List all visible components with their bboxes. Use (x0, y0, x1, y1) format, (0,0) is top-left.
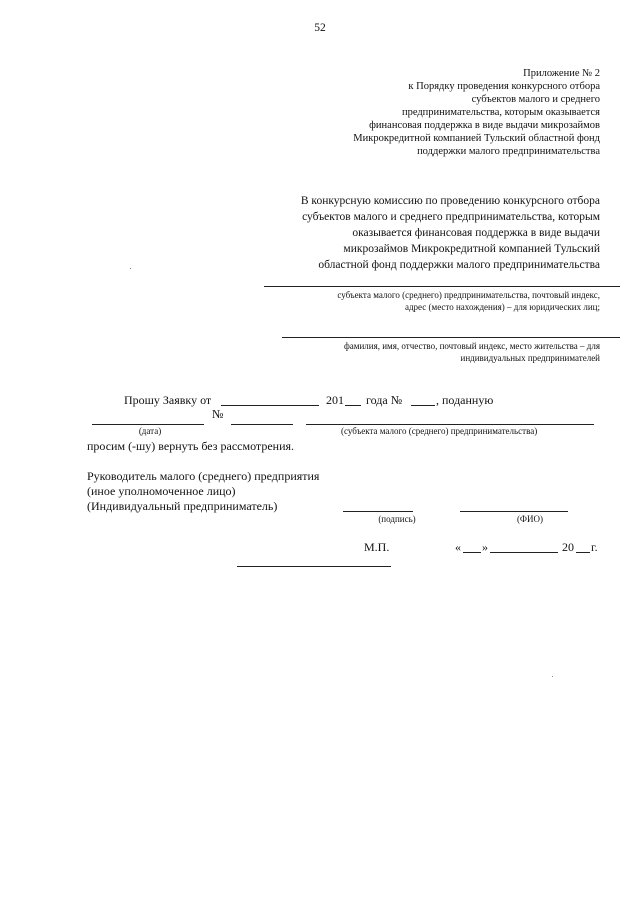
signatory-line: (иное уполномоченное лицо) (87, 484, 236, 498)
legal-entity-blank-line[interactable] (264, 286, 620, 287)
appendix-line: финансовая поддержка в виде выдачи микрозаймов (369, 120, 600, 131)
request-text-end: , поданную (436, 393, 494, 407)
fio-caption: (ФИО) (516, 514, 544, 524)
lower-blank-line[interactable] (237, 566, 391, 567)
appendix-line: предпринимательства, которым оказывается (401, 107, 600, 118)
number-blank-line[interactable] (231, 424, 293, 425)
individual-blank-line[interactable] (282, 337, 620, 338)
stamp-month-blank[interactable] (490, 552, 558, 553)
addressee-line: областной фонд поддержки малого предпринимательства (318, 259, 600, 271)
date-caption: (дата) (138, 426, 162, 436)
individual-hint: индивидуальных предпринимателей (460, 353, 600, 363)
stamp-mp: М.П. (364, 540, 390, 554)
appendix-line: поддержки малого предпринимательства (417, 146, 600, 157)
stamp-year-blank[interactable] (576, 552, 590, 553)
subject-blank-line[interactable] (306, 424, 594, 425)
request-year-blank[interactable] (345, 405, 361, 406)
request-date-blank[interactable] (221, 405, 319, 406)
stamp-date-close: » (482, 540, 488, 554)
legal-entity-hint: субъекта малого (среднего) предпринимательства, почтовый индекс, (337, 290, 600, 300)
signatory-line: Руководитель малого (среднего) предприятия (87, 469, 320, 483)
scan-speck (552, 676, 553, 677)
request-text-start: Прошу Заявку от (124, 393, 212, 407)
signature-caption: (подпись) (378, 514, 416, 524)
addressee-line: микрозаймов Микрокредитной компанией Тульский (343, 243, 600, 255)
page-number: 52 (314, 22, 326, 34)
request-year-prefix: 201 (326, 393, 344, 407)
addressee-line: оказывается финансовая поддержка в виде выдачи (352, 227, 600, 239)
stamp-day-blank[interactable] (463, 552, 481, 553)
legal-entity-hint: адрес (место нахождения) – для юридических лиц; (404, 302, 600, 312)
appendix-line: Микрокредитной компанией Тульский областной фонд (353, 133, 600, 144)
appendix-line: к Порядку проведения конкурсного отбора (408, 81, 600, 92)
appendix-title: Приложение № 2 (523, 68, 600, 79)
appendix-line: субъектов малого и среднего (471, 94, 600, 105)
signature-blank-line[interactable] (343, 511, 413, 512)
addressee-line: субъектов малого и среднего предпринимательства, которым (302, 211, 600, 223)
stamp-year-prefix: 20 (562, 540, 574, 554)
request-number-sign: № (212, 407, 224, 421)
stamp-year-suffix: г. (591, 540, 598, 554)
date-blank-line[interactable] (92, 424, 204, 425)
fio-blank-line[interactable] (460, 511, 568, 512)
individual-hint: фамилия, имя, отчество, почтовый индекс, место жительства – для (343, 341, 600, 351)
stamp-date-open: « (455, 540, 461, 554)
request-number-blank[interactable] (411, 405, 435, 406)
signatory-line: (Индивидуальный предприниматель) (87, 499, 278, 513)
subject-caption: (субъекта малого (среднего) предпринимательства) (341, 426, 538, 436)
addressee-line: В конкурсную комиссию по проведению конкурсного отбора (300, 195, 600, 207)
request-closing: просим (-шу) вернуть без рассмотрения. (87, 439, 295, 453)
request-number-label: года № (366, 393, 403, 407)
scan-speck (130, 268, 131, 269)
